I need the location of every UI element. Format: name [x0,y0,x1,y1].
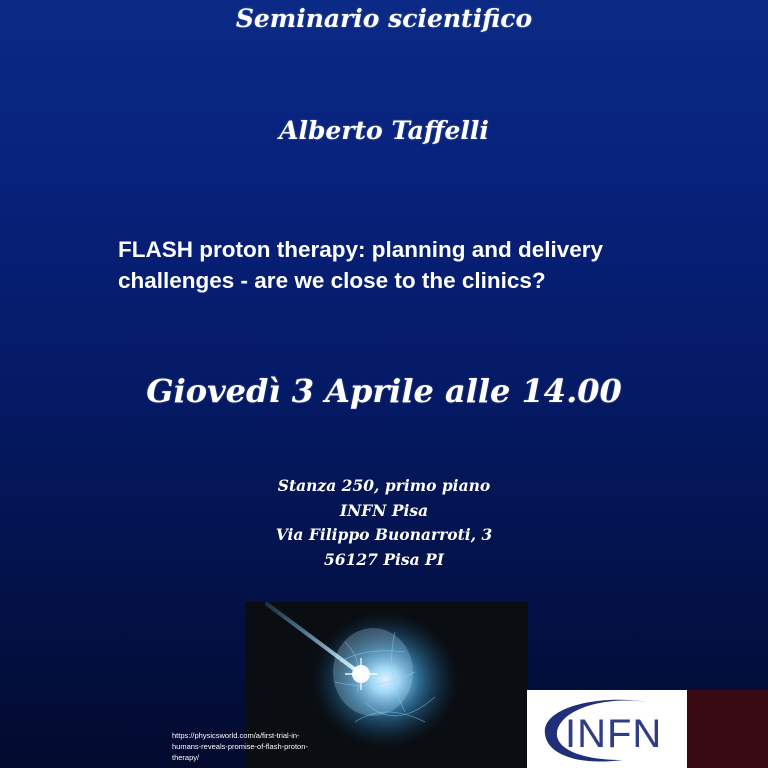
date-time: Giovedì 3 Aprile alle 14.00 [146,372,622,410]
infn-logo [527,690,687,768]
infn-logo-text: INFN [565,712,663,756]
talk-title: FLASH proton therapy: planning and delivery challenges - are we close to the clinics? [118,237,604,293]
maroon-block [687,690,768,768]
venue-address [0,474,768,572]
venue-room: Stanza 250, primo piano [277,476,491,495]
venue-street: Via Filippo Buonarroti, 3 [275,525,493,544]
image-credit-url: https://physicsworld.com/a/first-trial-in-humans-reveals-promise-of-flash-proton-therapy/ [172,731,308,762]
speaker-name: Alberto Taffelli [279,116,489,145]
venue-city: 56127 Pisa PI [324,549,444,569]
venue-institute: INFN Pisa [339,500,429,520]
seminar-series-title: Seminario scientifico [235,4,533,33]
